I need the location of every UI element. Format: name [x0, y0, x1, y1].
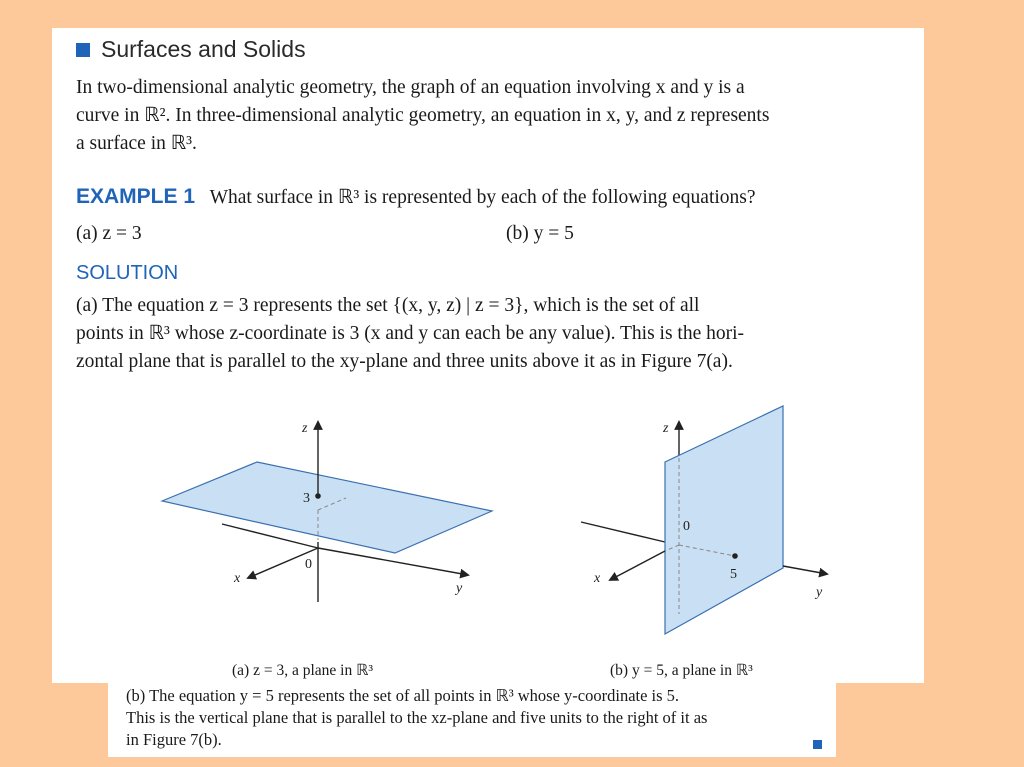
figure-a-label-y: y — [456, 581, 463, 596]
figure-b-x-axis — [610, 551, 665, 580]
solution-b-line-1: (b) The equation y = 5 represents the set of all points in ℝ³ whose y-coordinate is 5. — [126, 686, 680, 705]
intro-line-2: curve in ℝ². In three-dimensional analytic geometry, an equation in x, y, and z represents — [76, 105, 770, 126]
example-label: EXAMPLE 1 — [76, 185, 196, 208]
section-heading — [76, 36, 306, 63]
figure-a-label-z: z — [302, 421, 308, 436]
example-part-b: (b) y = 5 — [506, 223, 574, 244]
figure-b-label-0: 0 — [683, 519, 690, 534]
figure-a-label-3: 3 — [303, 491, 310, 506]
figure-b-point-5 — [732, 553, 738, 559]
end-of-solution-square-icon — [813, 740, 822, 749]
section-title: Surfaces and Solids — [101, 36, 306, 62]
figure-a-plane-z3 — [150, 410, 510, 610]
figure-b-label-5: 5 — [730, 567, 737, 582]
figure-a-plane — [162, 462, 492, 553]
section-square-icon — [76, 43, 90, 57]
example-row — [76, 183, 756, 212]
figure-a-caption: (a) z = 3, a plane in ℝ³ — [232, 662, 373, 679]
figure-b-label-x: x — [594, 571, 601, 586]
solution-a-line-2: points in ℝ³ whose z-coordinate is 3 (x and y can each be any value). This is the hori- — [76, 323, 745, 344]
figure-b-label-z: z — [663, 421, 669, 436]
solution-b — [126, 685, 707, 751]
solution-label: SOLUTION — [76, 262, 179, 284]
solution-a-line-3: zontal plane that is parallel to the xy-plane and three units above it as in Figure 7(a). — [76, 351, 733, 372]
figure-a-point-3 — [315, 493, 321, 499]
solution-b-line-3: in Figure 7(b). — [126, 730, 222, 749]
figure-b-label-y: y — [816, 585, 823, 600]
figure-b-caption: (b) y = 5, a plane in ℝ³ — [610, 662, 753, 679]
solution-a-line-1: (a) The equation z = 3 represents the set {(x, y, z) | z = 3}, which is the set of all — [76, 295, 700, 316]
figure-b-y-axis — [783, 566, 827, 574]
example-part-a: (a) z = 3 — [76, 223, 142, 244]
intro-line-3: a surface in ℝ³. — [76, 133, 197, 154]
figure-b-plane-y5 — [575, 400, 845, 645]
figure-b-x-axis-back — [581, 522, 665, 542]
solution-b-line-2: This is the vertical plane that is parallel to the xz-plane and five units to the right of it as — [126, 708, 708, 727]
example-question: What surface in ℝ³ is represented by each of the following equations? — [209, 187, 756, 208]
figure-a-label-x: x — [234, 571, 241, 586]
figure-a-label-0: 0 — [305, 557, 312, 572]
intro-line-1: In two-dimensional analytic geometry, the graph of an equation involving x and y is a — [76, 77, 745, 98]
